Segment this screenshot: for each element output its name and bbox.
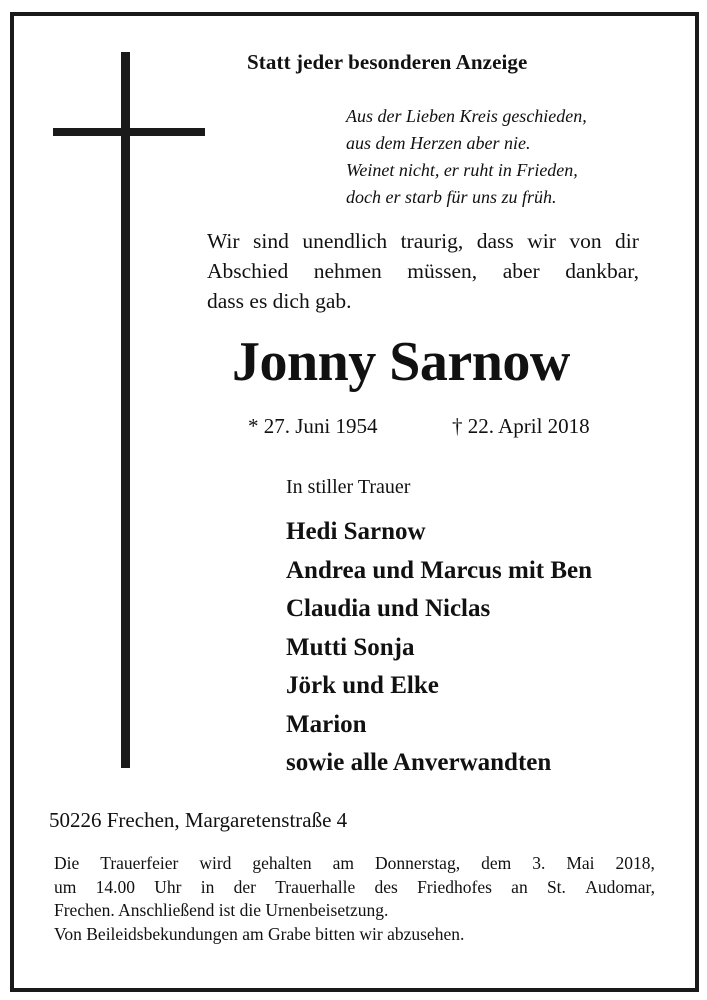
birth-date: * 27. Juni 1954 bbox=[248, 414, 378, 438]
word: unendlich bbox=[302, 229, 388, 253]
poem-line: Weinet nicht, er ruht in Frieden, bbox=[346, 160, 578, 180]
poem-line: aus dem Herzen aber nie. bbox=[346, 133, 531, 153]
word: dass bbox=[476, 229, 514, 253]
word: wir bbox=[527, 229, 556, 253]
word: Donnerstag, bbox=[375, 853, 461, 873]
notice-line: Frechen. Anschließend ist die Urnenbeisetzung. bbox=[54, 900, 389, 920]
family-list bbox=[286, 513, 592, 783]
word: Mai bbox=[566, 853, 595, 873]
cross-horizontal-bar bbox=[53, 128, 205, 136]
family-member: Jörk und Elke bbox=[286, 672, 439, 699]
word: um bbox=[54, 876, 77, 897]
funeral-notice bbox=[54, 852, 655, 946]
family-member: Andrea und Marcus mit Ben bbox=[286, 556, 593, 584]
word: in bbox=[200, 876, 215, 897]
intro-line: dass es dich gab. bbox=[207, 289, 352, 313]
intro-text bbox=[207, 226, 639, 316]
mourning-label: In stiller Trauer bbox=[286, 476, 411, 498]
family-member: sowie alle Anverwandten bbox=[286, 749, 552, 776]
word: Audomar, bbox=[585, 876, 655, 897]
poem bbox=[346, 103, 587, 211]
word: an bbox=[511, 876, 528, 897]
intro-line bbox=[207, 226, 639, 256]
word: gehalten bbox=[252, 853, 312, 873]
notice-header: Statt jeder besonderen Anzeige bbox=[247, 50, 528, 74]
notice-line bbox=[54, 852, 655, 876]
word: nehmen bbox=[313, 259, 382, 283]
word: dem bbox=[481, 853, 512, 873]
word: Friedhofes bbox=[417, 876, 492, 897]
word: Uhr bbox=[154, 876, 182, 897]
word: Die bbox=[54, 853, 80, 873]
word: dir bbox=[615, 229, 639, 253]
word: wird bbox=[199, 853, 232, 873]
word: des bbox=[374, 876, 398, 897]
cross-vertical-bar bbox=[121, 52, 130, 768]
family-member: Mutti Sonja bbox=[286, 633, 415, 661]
poem-line: Aus der Lieben Kreis geschieden, bbox=[346, 106, 587, 126]
word: müssen, bbox=[407, 259, 478, 283]
word: am bbox=[332, 853, 355, 873]
family-member: Marion bbox=[286, 710, 367, 738]
family-member: Claudia und Niclas bbox=[286, 595, 491, 622]
notice-line bbox=[54, 876, 655, 900]
death-date: † 22. April 2018 bbox=[452, 414, 590, 438]
word: 14.00 bbox=[95, 876, 135, 897]
word: Wir bbox=[207, 229, 240, 253]
word: der bbox=[233, 876, 256, 897]
intro-line bbox=[207, 256, 639, 286]
word: dankbar, bbox=[565, 259, 639, 283]
word: Trauerhalle bbox=[275, 876, 356, 897]
address: 50226 Frechen, Margaretenstraße 4 bbox=[49, 808, 348, 832]
word: 2018, bbox=[615, 853, 655, 873]
word: aber bbox=[502, 259, 540, 283]
word: Abschied bbox=[207, 259, 289, 283]
word: sind bbox=[253, 229, 289, 253]
deceased-name: Jonny Sarnow bbox=[232, 331, 570, 393]
notice-line: Von Beileidsbekundungen am Grabe bitten wir abzusehen. bbox=[54, 923, 465, 944]
family-member: Hedi Sarnow bbox=[286, 518, 426, 545]
word: von bbox=[569, 229, 602, 253]
word: 3. bbox=[532, 853, 546, 873]
poem-line: doch er starb für uns zu früh. bbox=[346, 187, 557, 207]
word: traurig, bbox=[400, 229, 464, 253]
word: St. bbox=[546, 876, 566, 897]
word: Trauerfeier bbox=[100, 853, 179, 873]
